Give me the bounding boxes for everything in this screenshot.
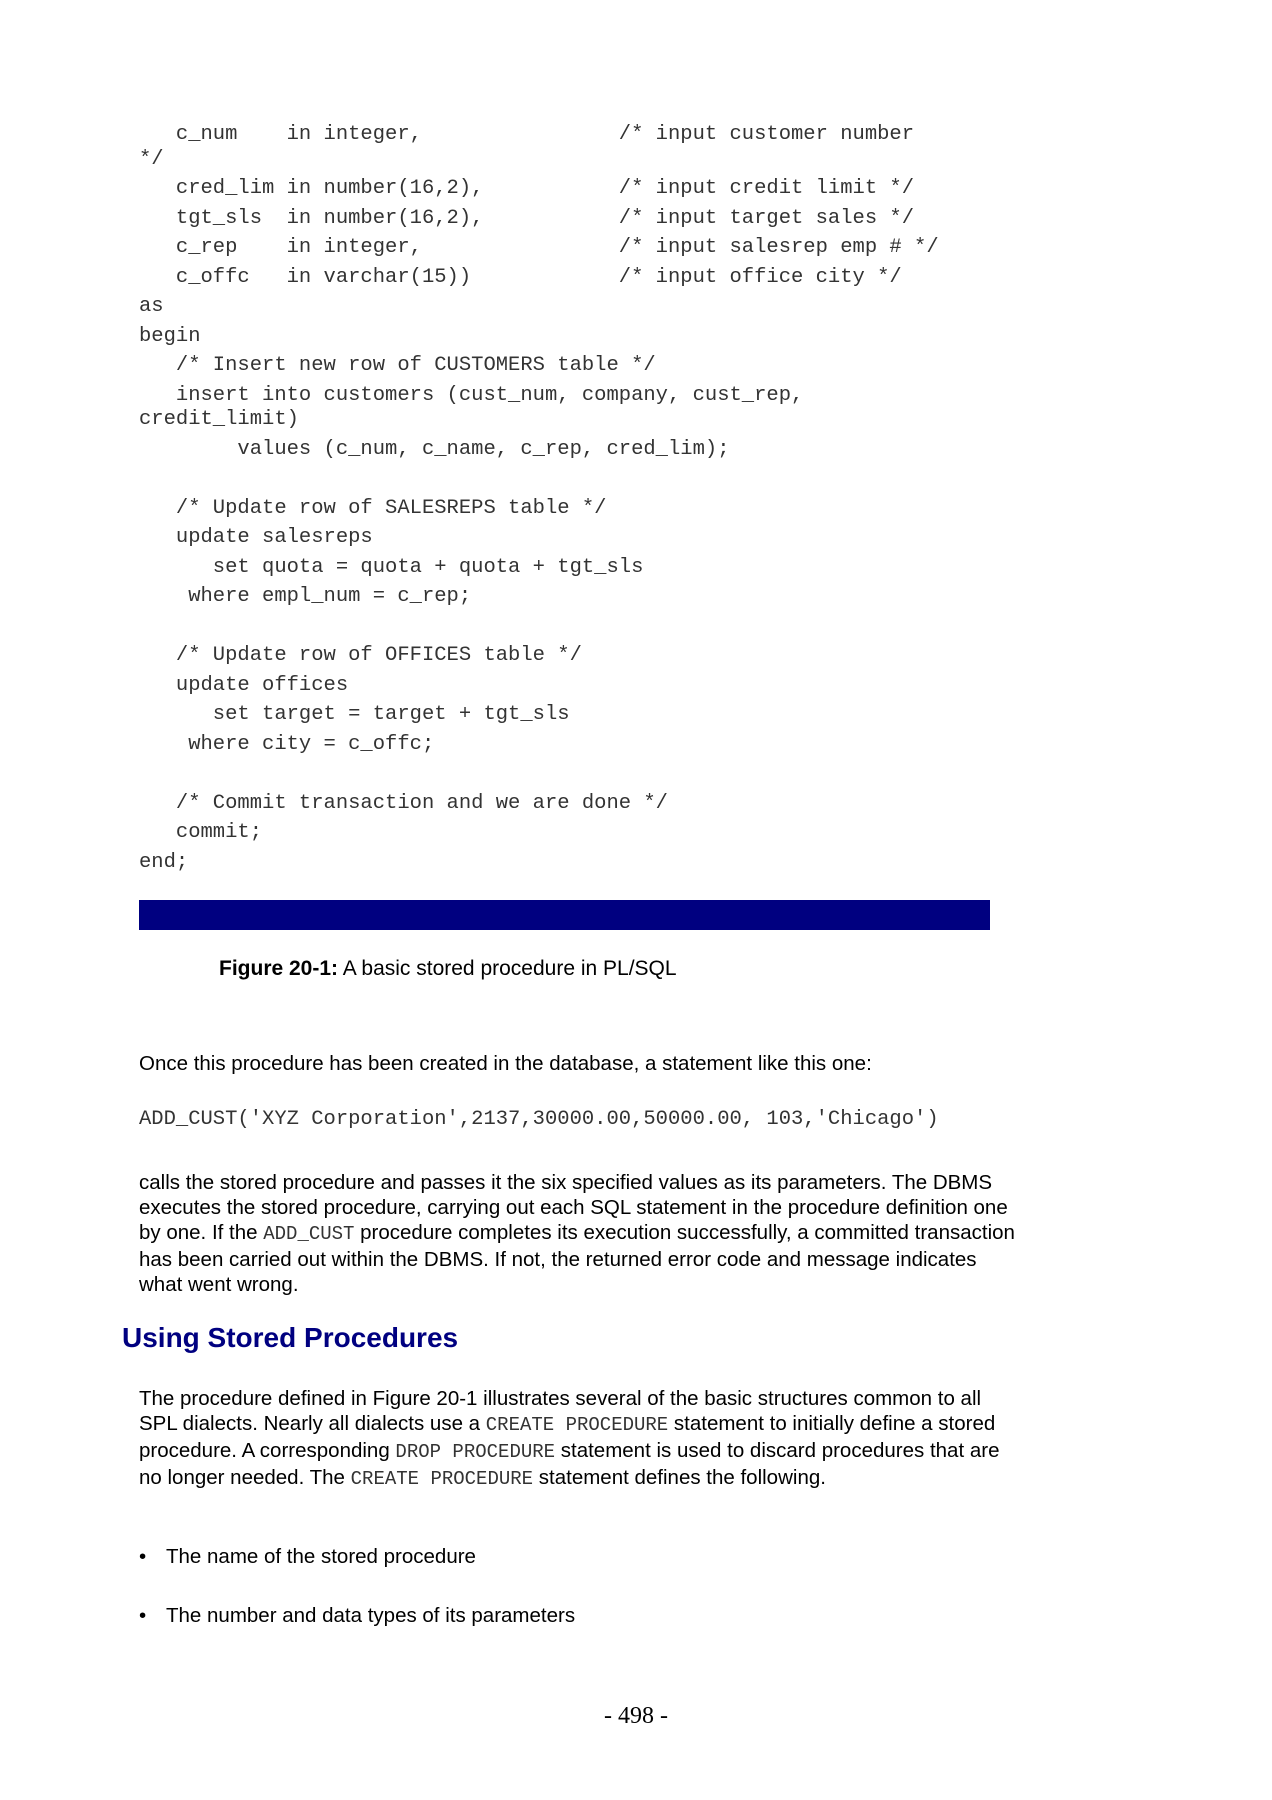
figure-bar bbox=[139, 900, 990, 930]
text-run: statement is used to discard procedures that are no longer needed. The bbox=[139, 1439, 1000, 1489]
list-item bbox=[139, 1545, 476, 1569]
code-line: /* Update row of OFFICES table */ bbox=[139, 644, 582, 667]
code-line: end; bbox=[139, 850, 189, 874]
text-run: statement to initially define a stored procedure. A corresponding bbox=[139, 1412, 996, 1462]
paragraph-structures bbox=[139, 1386, 1019, 1492]
code-line: c_rep in integer, /* input salesrep emp # */ bbox=[139, 236, 939, 259]
code-line: set target = target + tgt_sls bbox=[139, 703, 570, 726]
code-line: where empl_num = c_rep; bbox=[139, 585, 472, 608]
code-line: set quota = quota + quota + tgt_sls bbox=[139, 555, 644, 579]
code-line bbox=[139, 464, 939, 494]
list-item bbox=[139, 1604, 575, 1628]
page-number: - 498 - bbox=[604, 1703, 668, 1729]
code-line: */ bbox=[139, 147, 164, 171]
code-line: where city = c_offc; bbox=[139, 732, 435, 756]
text-run: calls the stored procedure and passes it the six specified values as its parameters. The DBMS executes the stored procedure, carrying out each SQL statement in the procedure definition one by one. If the bbox=[139, 1171, 1008, 1244]
code-line: /* Update row of SALESREPS table */ bbox=[139, 496, 607, 520]
code-line: update salesreps bbox=[139, 526, 373, 549]
list-item-text: The number and data types of its parameters bbox=[166, 1604, 576, 1627]
code-line: update offices bbox=[139, 673, 349, 697]
list-item-text: The name of the stored procedure bbox=[166, 1545, 476, 1568]
code-line: c_num in integer, /* input customer number bbox=[139, 123, 915, 146]
code-line: as bbox=[139, 295, 164, 318]
figure-label: Figure 20-1: bbox=[219, 957, 339, 980]
inline-code: CREATE PROCEDURE bbox=[485, 1414, 669, 1436]
section-heading: Using Stored Procedures bbox=[122, 1322, 459, 1353]
figure-caption-text: A basic stored procedure in PL/SQL bbox=[338, 957, 677, 980]
text-run: The procedure defined in Figure 20-1 illustrates several of the basic structures common to all SPL dialects. Nearly all dialects use a bbox=[139, 1387, 982, 1435]
code-line: values (c_num, c_name, c_rep, cred_lim); bbox=[139, 437, 730, 461]
inline-code: DROP PROCEDURE bbox=[395, 1441, 556, 1463]
code-line: cred_lim in number(16,2), /* input credit limit */ bbox=[139, 177, 915, 200]
code-line: insert into customers (cust_num, company, cust_rep, bbox=[139, 383, 804, 407]
code-statement: ADD_CUST('XYZ Corporation',2137,30000.00,50000.00, 103,'Chicago') bbox=[139, 1108, 939, 1131]
code-line: /* Insert new row of CUSTOMERS table */ bbox=[139, 354, 656, 377]
code-line: commit; bbox=[139, 821, 263, 844]
inline-code: ADD_CUST bbox=[263, 1223, 355, 1245]
code-line: begin bbox=[139, 324, 201, 348]
figure-caption bbox=[219, 957, 677, 981]
code-line: c_offc in varchar(15)) /* input office city */ bbox=[139, 265, 902, 289]
bullet-icon: • bbox=[139, 1604, 147, 1627]
code-listing bbox=[139, 120, 939, 877]
code-line: /* Commit transaction and we are done */ bbox=[139, 791, 668, 815]
text-run: statement defines the following. bbox=[533, 1466, 826, 1489]
paragraph-intro: Once this procedure has been created in the database, a statement like this one: bbox=[139, 1052, 872, 1075]
text-run: procedure completes its execution successfully, a committed transaction has been carried out within the DBMS. If not, the returned error code and message indicates what went wrong. bbox=[139, 1221, 1015, 1296]
code-line: credit_limit) bbox=[139, 408, 299, 431]
paragraph-explanation bbox=[139, 1170, 1019, 1297]
inline-code: CREATE PROCEDURE bbox=[350, 1468, 534, 1490]
code-line bbox=[139, 612, 939, 642]
bullet-icon: • bbox=[139, 1545, 147, 1568]
code-line: tgt_sls in number(16,2), /* input target sales */ bbox=[139, 206, 915, 230]
code-line bbox=[139, 759, 939, 789]
